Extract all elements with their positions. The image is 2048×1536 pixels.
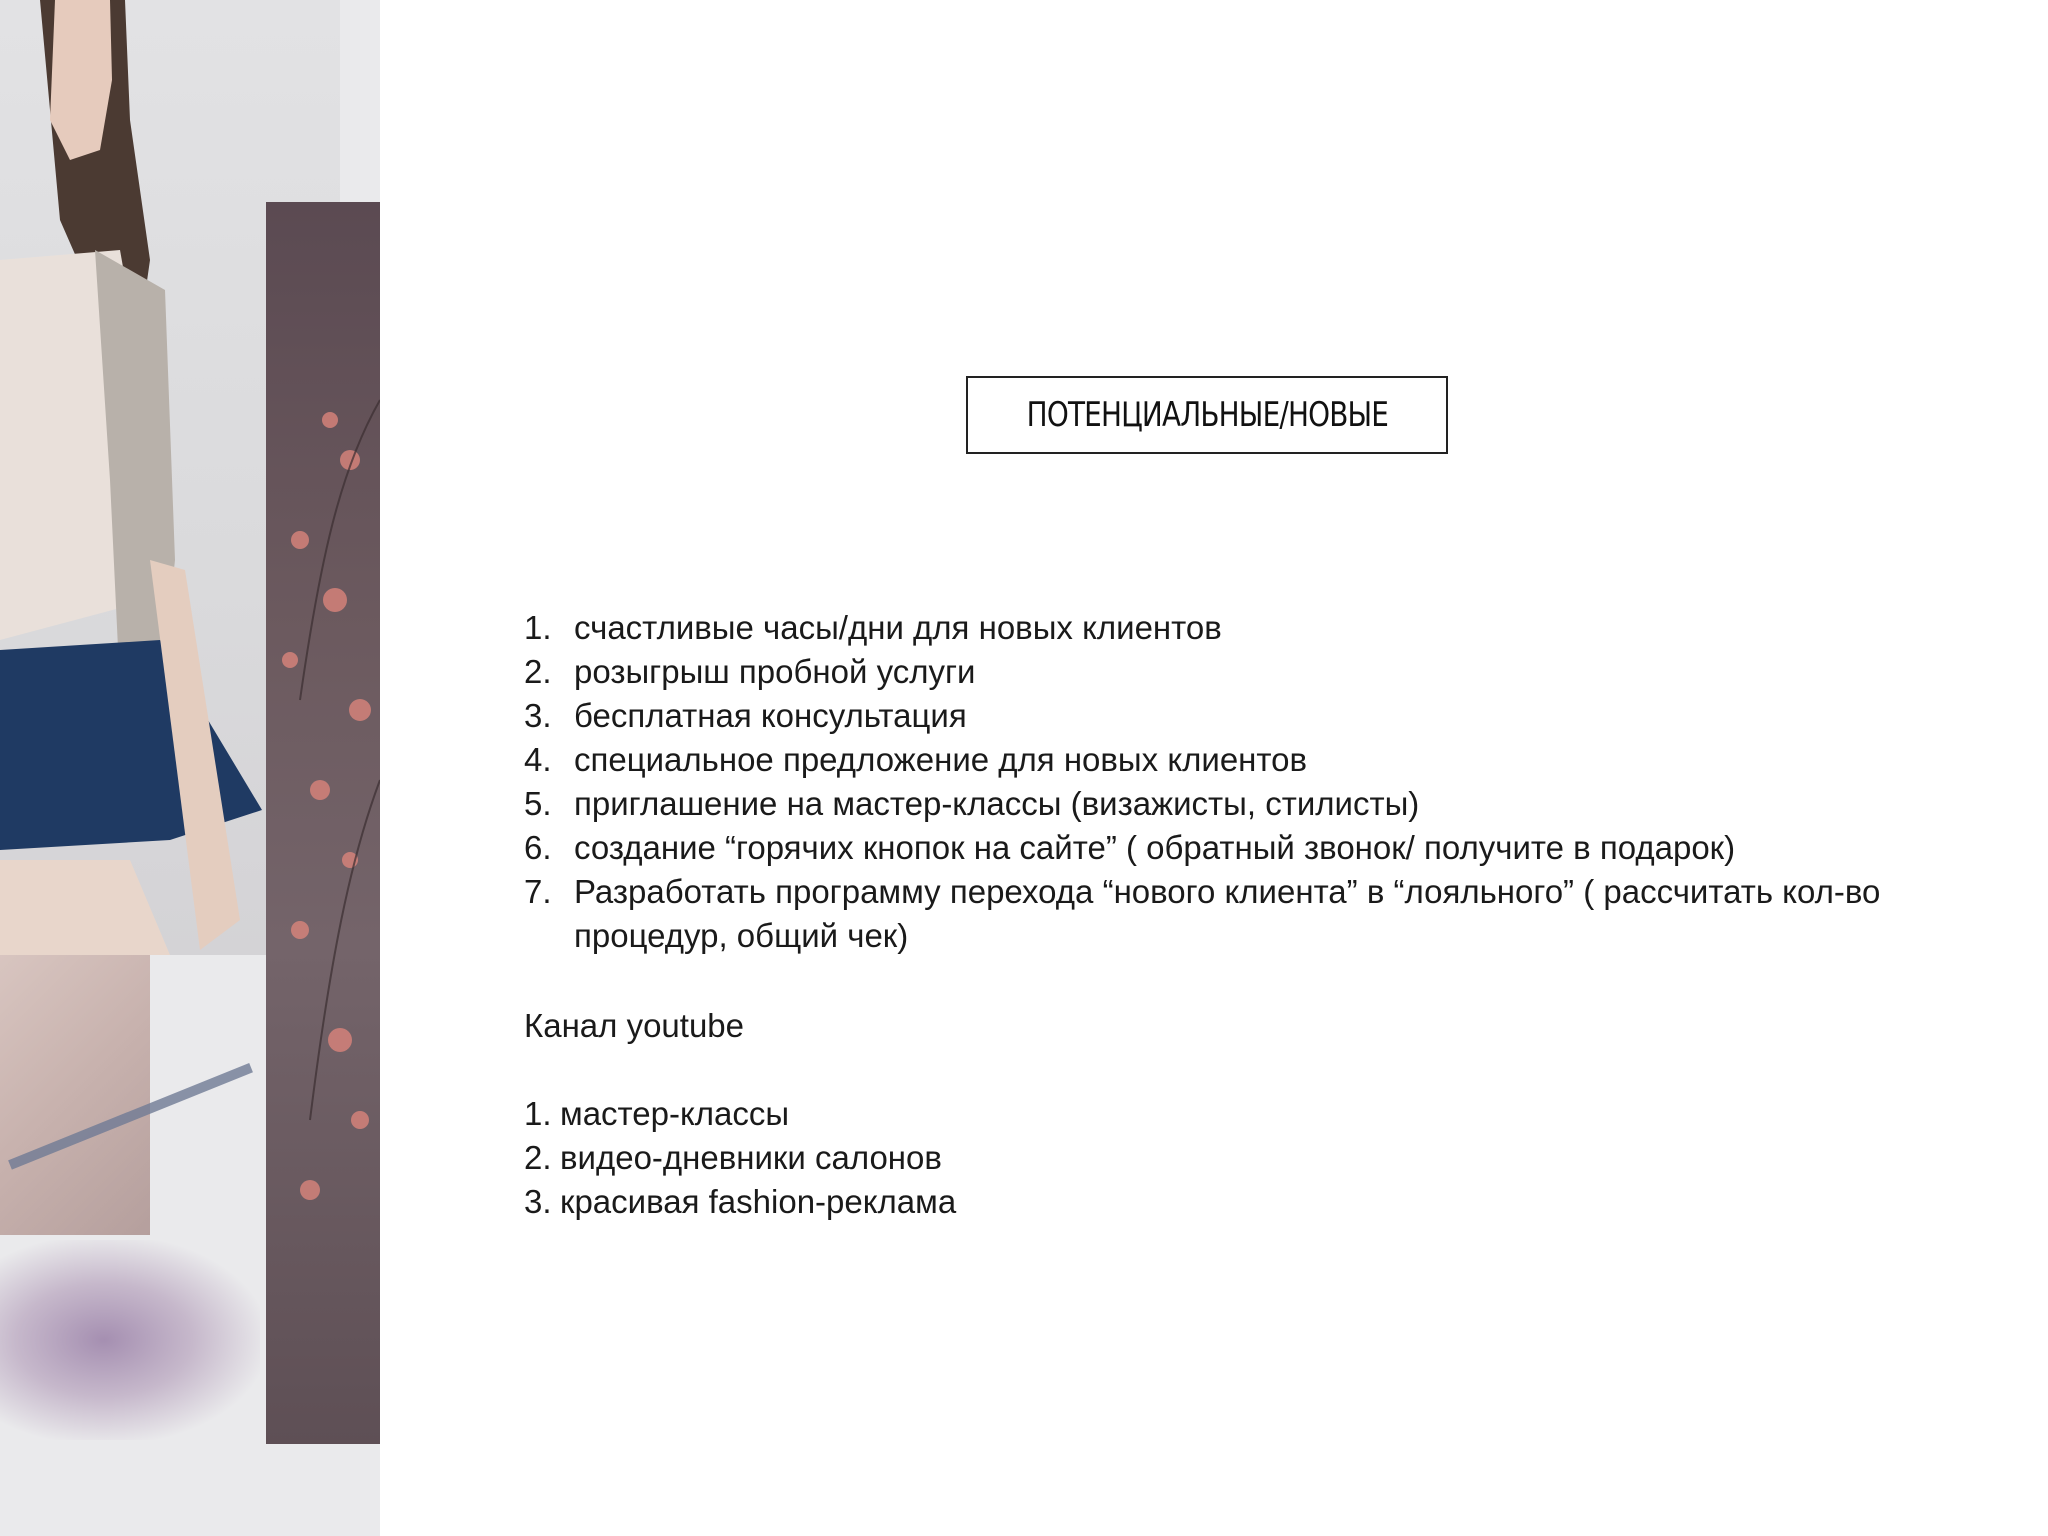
section-title: ПОТЕНЦИАЛЬНЫЕ/НОВЫЕ <box>1026 395 1388 435</box>
youtube-heading: Канал youtube <box>524 1007 745 1044</box>
youtube-list <box>524 1092 956 1224</box>
list-item: 7. Разработать программу перехода “нового клиента” в “лояльного” ( рассчитать кол-во процедур, общий чек) <box>524 873 1881 954</box>
collage-illustration <box>0 0 380 1536</box>
section-title-box <box>966 376 1448 454</box>
list-item: 5. приглашение на мастер-классы (визажисты, стилисты) <box>524 785 1420 822</box>
list-item: 3. бесплатная консультация <box>524 697 967 734</box>
list-item: 2. видео-дневники салонов <box>524 1139 942 1176</box>
list-item: 2. розыгрыш пробной услуги <box>524 653 976 690</box>
list-item: 1. мастер-классы <box>524 1095 790 1132</box>
list-item: 6. создание “горячих кнопок на сайте” ( обратный звонок/ получите в подарок) <box>524 829 1736 866</box>
offers-list <box>524 606 1964 958</box>
list-item: 4. специальное предложение для новых клиентов <box>524 741 1308 778</box>
list-item: 3. красивая fashion-реклама <box>524 1183 957 1220</box>
list-item: 1. счастливые часы/дни для новых клиентов <box>524 609 1222 646</box>
decorative-collage <box>0 0 380 1536</box>
